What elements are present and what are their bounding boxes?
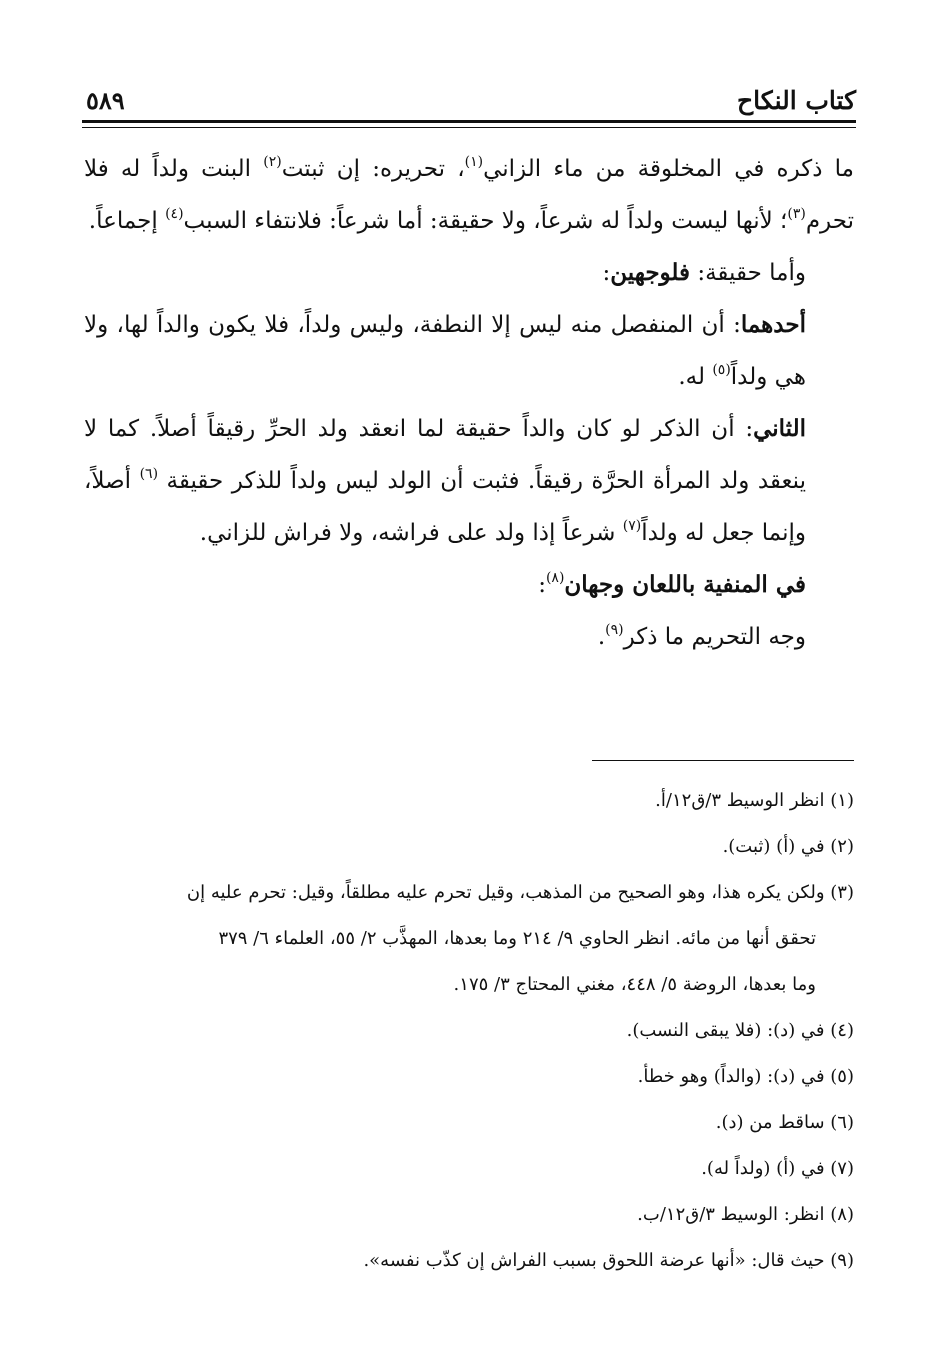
- running-head: [82, 82, 856, 118]
- footnote-ref-1: (١): [464, 154, 484, 170]
- text: أصلاً، وإنما جعل له ولداً: [84, 468, 806, 546]
- footnote-5: (٥) في (د): (والداً) وهو خطأ.: [637, 1066, 854, 1087]
- text: : أن الذكر لو كان والداً حقيقة لما انعقد ولد الحرِّ رقيقاً أصلاً. كما لا ينعقد ولد المرأة الحرَّة رقيقاً. فثبت أن الولد ليس ولداً للذكر حقيقة: [84, 416, 806, 494]
- section-heading: في المنفية باللعان وجهان: [564, 571, 806, 598]
- footnote-ref-3: (٣): [787, 206, 806, 222]
- footnote-ref-5: (٥): [712, 362, 731, 378]
- text: :: [602, 260, 611, 286]
- bold-term: الثاني: [753, 415, 806, 442]
- text: ، تحريره: إن ثبتت: [281, 156, 465, 182]
- footnote-1: (١) انظر الوسيط ٣/ق١٢/أ.: [655, 790, 854, 811]
- footnote-8: (٨) انظر: الوسيط ٣/ق١٢/ب.: [637, 1204, 854, 1225]
- footnotes: [84, 778, 854, 1284]
- footnote-4: (٤) في (د): (فلا يبقى النسب).: [626, 1020, 854, 1041]
- page-number: ٥٨٩: [86, 86, 125, 115]
- bold-term: أحدهما: [740, 311, 806, 338]
- text: وجه التحريم ما ذكر: [623, 624, 806, 650]
- footnote-separator: [592, 760, 854, 761]
- paragraph-4: [84, 403, 854, 559]
- text: ؛ لأنها ليست ولداً له شرعاً، ولا حقيقة: أما شرعاً: فلانتفاء السبب: [183, 208, 788, 234]
- footnote-3-continued: تحقق أنها من مائه. انظر الحاوي ٩/ ٢١٤ وما بعدها، المهذَّب ٢/ ٥٥، العلماء ٦/ ٣٧٩: [218, 928, 816, 949]
- text: وأما حقيقة:: [690, 260, 806, 286]
- footnote-7: (٧) في (أ) (ولداً له).: [701, 1158, 854, 1179]
- footnote-ref-2: (٢): [263, 154, 282, 170]
- footnote-ref-7: (٧): [622, 518, 642, 534]
- paragraph-2: [84, 247, 854, 299]
- footnote-ref-6: (٦): [139, 466, 159, 482]
- text: إجماعاً.: [88, 208, 166, 234]
- footnote-2: (٢) في (أ) (ثبت).: [722, 836, 854, 857]
- paragraph-3: [84, 299, 854, 403]
- paragraph-1: [84, 143, 854, 247]
- footnote-ref-8: (٨): [545, 570, 565, 586]
- text: البنت ولداً له فلا تحرم: [84, 156, 854, 234]
- header-rule-thick: [82, 120, 856, 123]
- footnote-9: (٩) حيث قال: «أنها عرضة اللحوق بسبب الفراش إن كذّب نفسه».: [363, 1250, 854, 1271]
- paragraph-6: [84, 611, 854, 663]
- book-title: كتاب النكاح: [737, 86, 856, 115]
- footnote-ref-4: (٤): [165, 206, 184, 222]
- text: ما ذكره في المخلوقة من ماء الزاني: [483, 156, 854, 182]
- footnote-3-continued: وما بعدها، الروضة ٥/ ٤٤٨، مغني المحتاج ٣/ ١٧٥.: [453, 974, 816, 995]
- text: :: [538, 572, 546, 598]
- footnote-6: (٦) ساقط من (د).: [715, 1112, 854, 1133]
- main-text: [84, 143, 854, 663]
- header-rule-thin: [82, 127, 856, 128]
- text: له.: [678, 364, 713, 390]
- paragraph-5: [84, 559, 854, 611]
- text: شرعاً إذا ولد على فراشه، ولا فراش للزاني.: [199, 520, 623, 546]
- bold-term: فلوجهين: [610, 259, 691, 286]
- text: .: [597, 624, 606, 650]
- footnote-ref-9: (٩): [605, 622, 624, 638]
- footnote-3: (٣) ولكن يكره هذا، وهو الصحيح من المذهب، وقيل تحرم عليه مطلقاً، وقيل: تحرم عليه إن: [186, 882, 854, 903]
- text: : أن المنفصل منه ليس إلا النطفة، وليس ولداً، فلا يكون والداً لها، ولا هي ولداً: [84, 312, 806, 390]
